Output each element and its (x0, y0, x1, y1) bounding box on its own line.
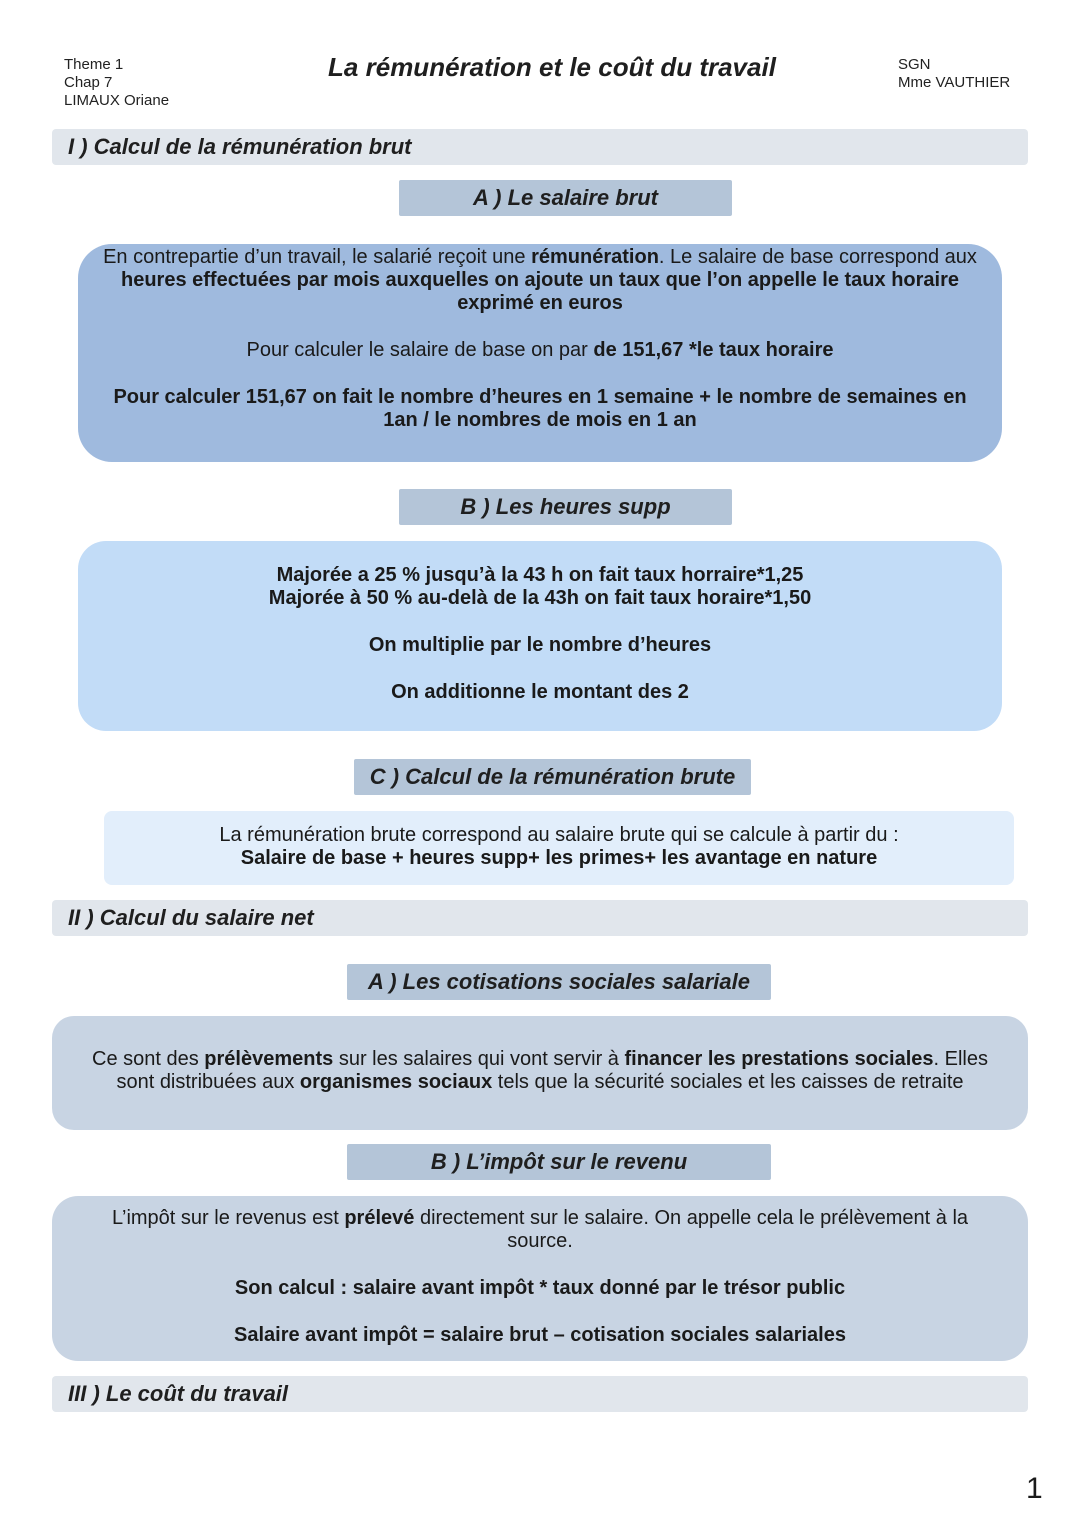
page-title: La rémunération et le coût du travail (328, 52, 776, 82)
salaire-brut-paragraph-3: Pour calculer 151,67 on fait le nombre d’heures en 1 semaine + le nombre de semaines en 1an / le nombres de mois en 1 an (113, 386, 967, 431)
heures-supp-line-1: Majorée a 25 % jusqu’à la 43 h on fait taux horraire*1,25 (276, 564, 804, 586)
heures-supp-line-3: On multiplie par le nombre d’heures (368, 634, 712, 656)
remuneration-line-1: La rémunération brute correspond au salaire brute qui se calcule à partir du : (219, 824, 899, 846)
chapter-label: Chap 7 (64, 74, 113, 91)
student-name: LIMAUX Oriane (64, 92, 170, 109)
page-number: 1 (1026, 1472, 1043, 1505)
section-1-heading: I ) Calcul de la rémunération brut (52, 129, 1028, 165)
remuneration-brute-box (104, 811, 1014, 885)
heures-supp-line-2: Majorée à 50 % au-delà de la 43h on fait taux horaire*1,50 (268, 587, 812, 609)
subsection-1b-heading: B ) Les heures supp (399, 489, 732, 525)
cotisations-paragraph: Ce sont des prélèvements sur les salaires qui vont servir à financer les prestations sociales. Elles sont distribuées aux organismes sociaux tels que la sécurité sociales et les caisses de retraite (92, 1048, 988, 1093)
remuneration-line-2: Salaire de base + heures supp+ les primes+ les avantage en nature (240, 847, 878, 869)
class-label: SGN (898, 56, 931, 73)
salaire-brut-paragraph-2: Pour calculer le salaire de base on par de 151,67 *le taux horaire (246, 339, 834, 361)
teacher-name: Mme VAUTHIER (898, 74, 1011, 91)
section-2-heading: II ) Calcul du salaire net (52, 900, 1028, 936)
impot-paragraph-1: L’impôt sur le revenus est prélevé directement sur le salaire. On appelle cela le prélèvement à la source. (111, 1207, 969, 1252)
impot-calcul-line: Son calcul : salaire avant impôt * taux donné par le trésor public (234, 1277, 846, 1299)
subsection-2b-heading: B ) L’impôt sur le revenu (347, 1144, 771, 1180)
impot-formula-line: Salaire avant impôt = salaire brut – cotisation sociales salariales (234, 1324, 846, 1346)
header-right-info (898, 56, 1010, 92)
subsection-2a-heading: A ) Les cotisations sociales salariale (347, 964, 771, 1000)
salaire-brut-box (78, 244, 1002, 462)
subsection-1a-heading: A ) Le salaire brut (399, 180, 732, 216)
theme-label: Theme 1 (64, 56, 124, 73)
section-3-heading: III ) Le coût du travail (52, 1376, 1028, 1412)
cotisations-box (52, 1016, 1028, 1130)
heures-supp-box (78, 541, 1002, 731)
salaire-brut-paragraph-1: En contrepartie d’un travail, le salarié reçoit une rémunération. Le salaire de base correspond aux heures effectuées par mois auxquelles on ajoute un taux que l’on appelle le taux horaire exprimé en euros (103, 246, 977, 314)
heures-supp-line-4: On additionne le montant des 2 (391, 681, 689, 703)
subsection-1c-heading: C ) Calcul de la rémunération brute (354, 759, 751, 795)
impot-box (52, 1196, 1028, 1361)
